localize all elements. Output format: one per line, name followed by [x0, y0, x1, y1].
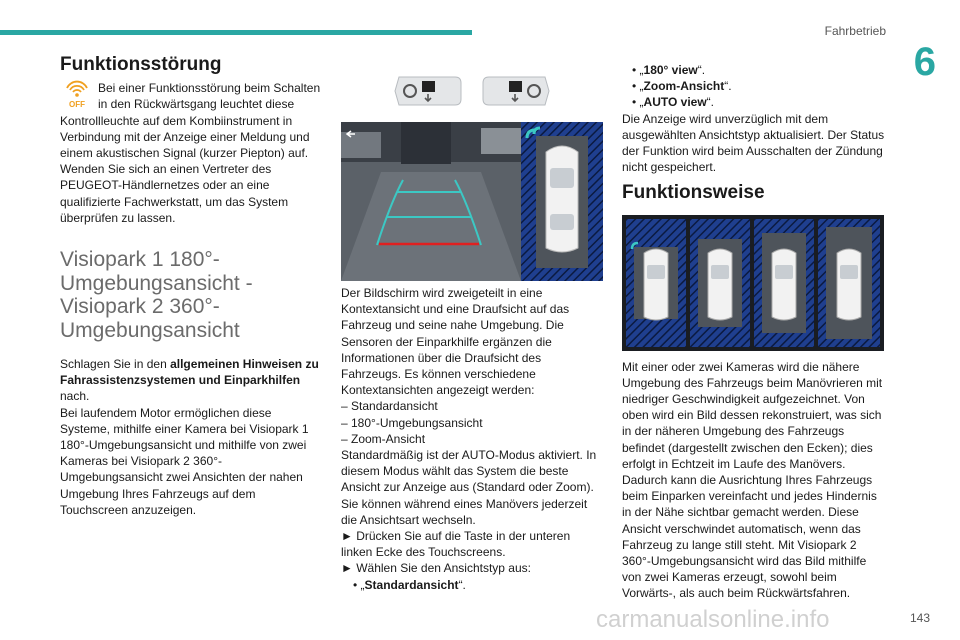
list-item: • „Zoom-Ansicht“.: [632, 79, 732, 94]
update-text: Die Anzeige wird unverzüglich mit dem ausgewählten Ansichtstyp aktualisiert. Der Status der Funktion wird beim Ausschalten der Zündung nicht gespeichert.: [622, 111, 885, 175]
list-item: – Standardansicht: [341, 399, 438, 414]
step-press-button: ► Drücken Sie auf die Taste in der unteren linken Ecke des Touchscreens.: [341, 529, 571, 560]
top-view-car: [626, 219, 686, 347]
list-item: – 180°-Umgebungsansicht: [341, 415, 483, 430]
list-item: • „Standardansicht“.: [353, 577, 466, 592]
top-view-car: [754, 219, 814, 347]
watermark: carmanualsonline.info: [596, 606, 830, 633]
warning-icon-label: OFF: [69, 100, 85, 110]
intro-before: Schlagen Sie in den: [60, 357, 171, 372]
auto-mode-text: Standardmäßig ist der AUTO-Modus aktiviert. In diesem Modus wählt das System die beste Ansicht zur Anzeige aus (Standard oder Zoom). Sie können während eines Manövers jederzeit die Ansichtsart wechseln.: [341, 448, 597, 527]
function-text: Mit einer oder zwei Kameras wird die nähere Umgebung des Fahrzeugs beim Manövrieren mit niedriger Geschwindigkeit aufgezeichnet. Von oben wird ein Bild dessen rekonstruiert, was sich in der näheren Umgebung des Fahrzeugs befindet (dargestellt zwischen den Ecken); dies erfolgt in Echtzeit im Laufe des Manövers. Dadurch kann die Ausrichtung Ihres Fahrzeugs beim Einparken vereinfacht und jedes Hindernis in der Nähe sichtbar gemacht werden. Diese Ansicht verschwindet automatisch, wenn das Fahrzeug zu lange still steht. Mit Visiopark 2 360°-Umgebungsansicht wird das Bild mithilfe von zwei Kameras erzeugt, sowohl beim Vorwärts-, als auch beim Rückwärtsfahren.: [622, 359, 883, 601]
list-item: • „AUTO view“.: [632, 95, 715, 110]
intro-paragraph: [60, 356, 324, 405]
column-middle: [341, 72, 603, 593]
view-button-left: [395, 77, 461, 105]
chapter-number: 6: [913, 40, 936, 84]
parking-camera-warning-icon: [62, 80, 92, 110]
context-view-list: [341, 398, 603, 447]
fault-title: Funktionsstörung: [60, 54, 222, 75]
list-item: – Zoom-Ansicht: [341, 431, 426, 446]
section-name: Fahrbetrieb: [824, 24, 886, 38]
function-title: Funktionsweise: [622, 182, 765, 204]
top-view-car: [818, 219, 880, 347]
screen-text: Der Bildschirm wird zweigeteilt in eine Kontextansicht und eine Draufsicht auf das Fahrzeug und seine nahe Umgebung. Die Sensoren der Einparkhilfe ergänzen die Informationen über die Draufsicht des Fahrzeugs. Es können verschiedene Kontextansichten angezeigt werden:: [341, 286, 570, 398]
intro-after: nach.: [60, 389, 90, 404]
fault-text: Bei einer Funktionsstörung beim Schalten in den Rückwärtsgang leuchtet diese Kontrollleuchte auf dem Kombiinstrument in Verbindung mit der Anzeige einer Meldung und einem akustischen Signal (kurzer Piepton) auf. Wenden Sie sich an einen Vertreter des PEUGEOT-Händlernetzes oder an eine qualifizierte Fachwerkstatt, um das System überprüfen zu lassen.: [60, 81, 321, 225]
visiopark-title: Visiopark 1 180°-Umgebungsansicht - Visiopark 2 360°-Umgebungsansicht: [60, 248, 253, 342]
page-number: 143: [909, 611, 930, 625]
view-button-right: [483, 77, 549, 105]
column-left: [60, 54, 324, 518]
top-view-illustration: [622, 215, 884, 351]
step-select-view: ► Wählen Sie den Ansichtstyp aus:: [341, 561, 531, 576]
view-type-list-cont: [622, 62, 886, 111]
camera-screen-illustration: [341, 122, 603, 281]
intro-text: Bei laufendem Motor ermöglichen diese Systeme, mithilfe einer Kamera bei Visiopark 1 180°-Umgebungsansicht und mithilfe von zwei Kameras bei Visiopark 2 360°-Umgebungsansicht zwei Ansichten der nahen Umgebung Ihres Fahrzeugs auf dem Touchscreen anzuzeigen.: [60, 405, 309, 517]
column-right: [622, 62, 886, 602]
intro-bold: allgemeinen Hinweisen zu Fahrassistenzsystemen und Einparkhilfen: [60, 357, 319, 388]
top-view-car: [690, 219, 750, 347]
list-item: • „180° view“.: [632, 63, 706, 77]
view-buttons-illustration: [341, 72, 603, 108]
view-type-list: [341, 577, 603, 593]
header-accent-bar: [0, 30, 472, 35]
